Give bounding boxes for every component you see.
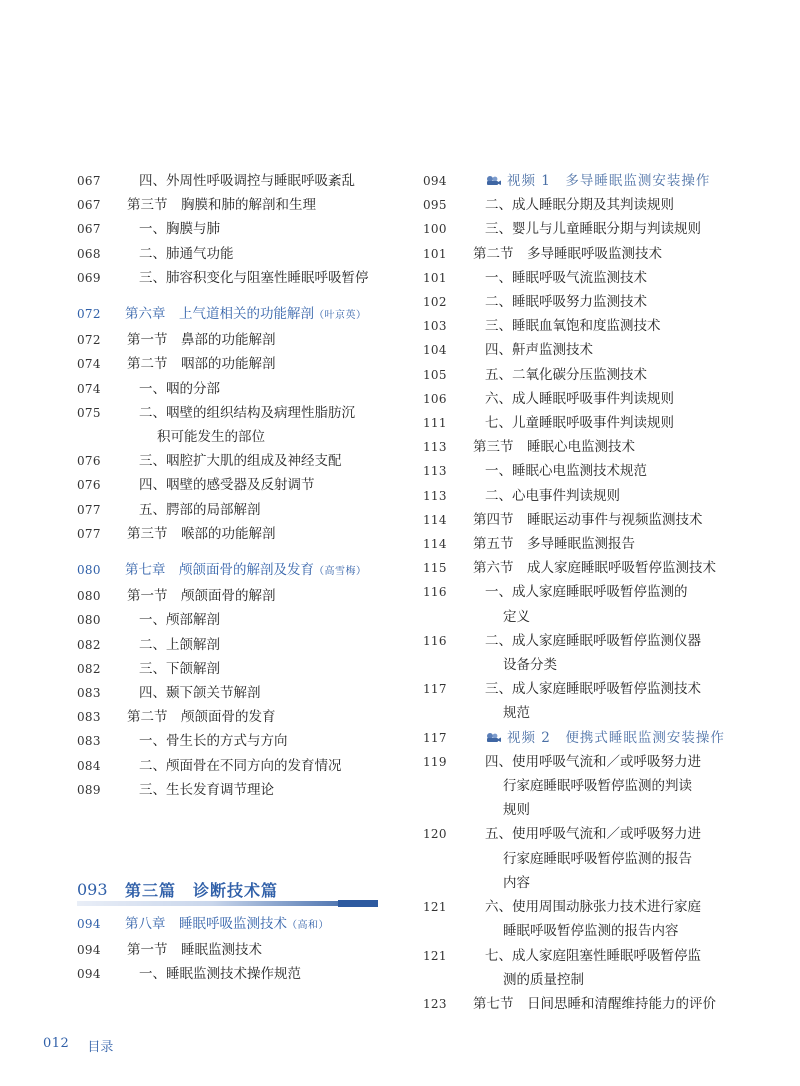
toc-entry-title [471,895,753,943]
toc-entry-line: 第七章 颅颌面骨的解剖及发育（高雪梅） [125,562,367,579]
toc-entry[interactable] [423,435,753,459]
toc-entry[interactable] [77,584,395,608]
toc-entry-line: 三、下颌解剖 [139,660,220,677]
toc-entry[interactable] [423,629,753,677]
toc-entry[interactable] [77,328,395,352]
toc-chapter-entry[interactable] [77,912,395,938]
toc-entry-title [125,522,395,546]
toc-entry-line: 二、成人睡眠分期及其判读规则 [485,197,674,214]
toc-entry[interactable] [423,822,753,895]
toc-entry[interactable] [77,193,395,217]
toc-entry-title [471,992,753,1016]
toc-entry-line: 第六节 成人家庭睡眠呼吸暂停监测技术 [473,560,716,577]
toc-page-number: 077 [77,526,101,541]
toc-entry[interactable] [77,401,395,449]
toc-entry-line: 一、颅部解剖 [139,612,220,629]
toc-entry-title [471,459,753,483]
toc-entry-title [471,290,753,314]
toc-entry-line: 睡眠呼吸暂停监测的报告内容 [503,923,679,940]
toc-page-number: 077 [77,502,101,517]
toc-list-right [423,169,753,1016]
toc-entry-line: 三、成人家庭睡眠呼吸暂停监测技术 [485,681,701,698]
toc-page-number: 113 [423,488,447,503]
toc-entry-line: 五、二氧化碳分压监测技术 [485,366,647,383]
toc-entry-line: 第三节 喉部的功能解剖 [127,525,276,542]
toc-entry[interactable] [77,729,395,753]
toc-entry[interactable] [423,338,753,362]
toc-page-number: 083 [77,686,101,701]
toc-entry-line: 第一节 颅颌面骨的解剖 [127,588,276,605]
toc-left-column [77,169,395,987]
video-camera-icon [485,732,501,743]
toc-right-column [423,169,753,1016]
toc-entry-line: 三、咽腔扩大肌的组成及神经支配 [139,453,342,470]
toc-entry-title [471,435,753,459]
toc-page-number: 067 [77,174,101,188]
toc-entry-line: 二、心电事件判读规则 [485,487,620,504]
video-camera-icon [485,175,501,186]
toc-entry-line: 第七节 日间思睡和清醒维持能力的评价 [473,995,716,1012]
toc-entry-line: 视频 1 多导睡眠监测安装操作 [485,169,753,193]
toc-entry[interactable] [77,938,395,962]
toc-page-number: 103 [423,319,447,334]
toc-entry-title [471,411,753,435]
toc-page-number: 094 [77,917,101,932]
toc-page-number: 121 [423,900,447,915]
toc-entry-line: 一、成人家庭睡眠呼吸暂停监测的 [485,584,688,601]
toc-entry[interactable] [77,705,395,729]
toc-page-number: 084 [77,758,101,773]
toc-entry[interactable] [77,169,395,193]
toc-page-number: 116 [423,633,447,648]
toc-entry-line: 四、鼾声监测技术 [485,342,593,359]
toc-entry[interactable] [423,290,753,314]
toc-entry-line: 四、颞下颌关节解剖 [139,685,261,702]
toc-entry-line: 一、睡眠监测技术操作规范 [139,966,301,983]
toc-entry[interactable] [423,992,753,1016]
toc-entry-title [471,484,753,508]
toc-page-number: 075 [77,405,101,420]
chapter-author: （叶京英） [314,310,367,322]
toc-entry-line: 五、使用呼吸气流和／或呼吸努力进 [485,826,701,843]
toc-video-entry[interactable] [423,726,753,750]
toc-entry-title [125,401,395,449]
toc-entry[interactable] [77,962,395,986]
toc-entry-title [125,681,395,705]
toc-entry[interactable] [423,266,753,290]
toc-entry-line: 六、成人睡眠呼吸事件判读规则 [485,390,674,407]
toc-entry-title [471,314,753,338]
toc-page-number: 094 [423,174,447,188]
toc-list-left [77,169,395,802]
toc-entry-title [125,193,395,217]
toc-entry-line: 三、睡眠血氧饱和度监测技术 [485,318,661,335]
toc-entry[interactable] [423,677,753,725]
toc-entry-line: 第二节 咽部的功能解剖 [127,356,276,373]
toc-page-number: 094 [77,943,101,958]
toc-entry-title [471,750,753,823]
toc-page-number: 115 [423,561,447,576]
toc-entry-line: 一、胸膜与肺 [139,221,220,238]
toc-page-number: 104 [423,343,447,358]
toc-entry[interactable] [77,473,395,497]
toc-entry[interactable] [77,778,395,802]
toc-entry[interactable] [423,314,753,338]
toc-entry-line: 五、腭部的局部解剖 [139,501,261,518]
toc-entry[interactable] [423,242,753,266]
toc-entry-title [125,242,395,266]
toc-entry-title [471,556,753,580]
toc-entry-line: 第六章 上气道相关的功能解剖（叶京英） [125,306,367,323]
toc-entry-title [125,377,395,401]
toc-entry[interactable] [423,944,753,992]
toc-entry-title [471,338,753,362]
toc-entry-title [471,363,753,387]
toc-entry-line: 第五节 多导睡眠监测报告 [473,536,635,553]
toc-entry[interactable] [423,556,753,580]
toc-entry[interactable] [423,532,753,556]
toc-entry-line: 设备分类 [503,657,557,674]
toc-entry-line: 七、儿童睡眠呼吸事件判读规则 [485,415,674,432]
toc-entry-title [471,508,753,532]
toc-entry[interactable] [77,681,395,705]
toc-page-number: 080 [77,589,101,604]
toc-entry-line: 规则 [503,802,530,819]
toc-entry-line: 四、咽壁的感受器及反射调节 [139,477,315,494]
toc-entry-title [471,242,753,266]
toc-page-number: 117 [423,730,447,745]
toc-entry-title [471,822,753,895]
toc-entry-title [471,677,753,725]
toc-chapter-entry[interactable] [77,558,395,584]
toc-entry-title [125,729,395,753]
toc-entry-title [471,193,753,217]
toc-entry-title [125,657,395,681]
toc-entry-line: 第一节 睡眠监测技术 [127,942,262,959]
toc-entry[interactable] [77,242,395,266]
toc-entry-line: 视频 2 便携式睡眠监测安装操作 [485,726,753,750]
toc-page-number: 123 [423,996,447,1011]
toc-entry-line: 定义 [503,608,530,625]
toc-entry[interactable] [423,750,753,823]
toc-entry-title [471,726,753,750]
toc-entry-title [125,558,395,584]
toc-entry-line: 第三节 胸膜和肺的解剖和生理 [127,197,316,214]
toc-page-number: 101 [423,246,447,261]
toc-entry-line: 第八章 睡眠呼吸监测技术（高和） [125,916,329,933]
toc-page-number: 113 [423,464,447,479]
toc-entry-title [125,169,395,193]
toc-entry-line: 内容 [503,874,530,891]
toc-entry-line: 第三节 睡眠心电监测技术 [473,439,635,456]
toc-entry[interactable] [423,580,753,628]
toc-page-number: 111 [423,416,447,431]
toc-entry-title [471,169,753,193]
toc-page-number: 074 [77,381,101,396]
toc-page-number: 116 [423,585,447,600]
toc-entry-line: 规范 [503,705,530,722]
toc-page-number: 076 [77,454,101,469]
toc-entry-line: 第二节 颅颌面骨的发育 [127,709,276,726]
toc-entry[interactable] [423,217,753,241]
toc-page-number: 120 [423,827,447,842]
toc-entry-title [125,352,395,376]
toc-entry-line: 二、成人家庭睡眠呼吸暂停监测仪器 [485,632,701,649]
toc-entry[interactable] [423,508,753,532]
toc-chapter-entry[interactable] [77,302,395,328]
page-footer [43,1036,113,1055]
toc-page-number: 117 [423,682,447,697]
toc-page-number: 067 [77,198,101,213]
toc-entry-title [125,217,395,241]
toc-entry-line: 第四节 睡眠运动事件与视频监测技术 [473,511,703,528]
toc-entry-line: 七、成人家庭阻塞性睡眠呼吸暂停监 [485,947,701,964]
toc-entry[interactable] [77,498,395,522]
toc-entry-title [125,266,395,290]
toc-entry[interactable] [423,193,753,217]
toc-entry[interactable] [77,377,395,401]
footer-page-number: 012 [43,1036,70,1051]
toc-page-number: 119 [423,754,447,769]
toc-entry-title [125,302,395,328]
toc-entry-title [125,754,395,778]
toc-page-number: 083 [77,710,101,725]
toc-page-number: 114 [423,512,447,527]
toc-list-left-continued [77,912,395,987]
toc-entry-title [125,633,395,657]
toc-entry[interactable] [423,387,753,411]
footer-section-label: 目录 [87,1040,114,1055]
toc-entry-line: 一、骨生长的方式与方向 [139,733,288,750]
toc-entry-line: 行家庭睡眠呼吸暂停监测的判读 [503,778,692,795]
toc-page-number: 113 [423,440,447,455]
toc-page-number: 082 [77,637,101,652]
toc-video-entry[interactable] [423,169,753,193]
toc-entry-line: 四、外周性呼吸调控与睡眠呼吸紊乱 [139,173,355,189]
toc-page-number: 068 [77,246,101,261]
toc-page-number: 106 [423,391,447,406]
toc-entry-line: 一、咽的分部 [139,380,220,397]
toc-entry-line: 四、使用呼吸气流和／或呼吸努力进 [485,753,701,770]
toc-entry-title [471,580,753,628]
toc-entry-title [125,498,395,522]
toc-page-number: 094 [77,967,101,982]
toc-entry-title [125,608,395,632]
toc-entry-line: 行家庭睡眠呼吸暂停监测的报告 [503,850,692,867]
toc-entry-title [471,532,753,556]
toc-entry-line: 二、睡眠呼吸努力监测技术 [485,294,647,311]
toc-entry[interactable] [77,449,395,473]
toc-entry-line: 二、颅面骨在不同方向的发育情况 [139,757,342,774]
toc-entry-line: 一、睡眠呼吸气流监测技术 [485,269,647,286]
part-page-number: 093 [77,879,108,899]
toc-entry-title [471,266,753,290]
toc-entry-line: 二、上颌解剖 [139,636,220,653]
toc-entry-title [125,938,395,962]
toc-entry[interactable] [77,608,395,632]
toc-entry-title [471,387,753,411]
toc-entry-line: 三、婴儿与儿童睡眠分期与判读规则 [485,221,701,238]
toc-page-number: 101 [423,270,447,285]
toc-page-number: 083 [77,734,101,749]
toc-entry[interactable] [77,657,395,681]
toc-entry-title [125,584,395,608]
toc-entry-title [125,962,395,986]
toc-entry[interactable] [423,363,753,387]
toc-entry-line: 二、肺通气功能 [139,245,234,262]
toc-entry-line: 六、使用周围动脉张力技术进行家庭 [485,899,701,916]
toc-page-number: 105 [423,367,447,382]
toc-entry[interactable] [77,633,395,657]
toc-page-number: 067 [77,222,101,237]
toc-page-number: 074 [77,357,101,372]
toc-entry-line: 一、睡眠心电监测技术规范 [485,463,647,480]
toc-entry-line: 三、生长发育调节理论 [139,781,274,798]
part-heading[interactable] [77,874,395,904]
toc-entry[interactable] [77,754,395,778]
toc-entry-title [125,778,395,802]
toc-entry-line: 二、咽壁的组织结构及病理性脂肪沉 [139,404,355,421]
toc-entry-title [125,912,395,938]
part-divider-bar [77,901,377,906]
toc-entry[interactable] [77,266,395,290]
toc-page-number: 089 [77,782,101,797]
toc-entry-line: 第二节 多导睡眠呼吸监测技术 [473,245,662,262]
toc-entry-title [125,473,395,497]
toc-entry-line: 测的质量控制 [503,971,584,988]
chapter-author: （高和） [287,920,329,932]
toc-entry-line: 三、肺容积变化与阻塞性睡眠呼吸暂停 [139,269,369,286]
toc-page-number: 095 [423,198,447,213]
toc-page-number: 082 [77,661,101,676]
toc-entry-title [125,449,395,473]
toc-page-number: 080 [77,613,101,628]
toc-page-number: 114 [423,537,447,552]
toc-entry[interactable] [77,217,395,241]
toc-entry-line: 积可能发生的部位 [157,429,265,446]
toc-entry-title [471,629,753,677]
chapter-author: （高雪梅） [314,566,367,578]
toc-entry[interactable] [423,411,753,435]
toc-page-number: 100 [423,222,447,237]
toc-page-number: 076 [77,478,101,493]
toc-entry[interactable] [423,484,753,508]
toc-entry[interactable] [423,895,753,943]
toc-page-number: 072 [77,333,101,348]
toc-entry-title [125,328,395,352]
toc-entry[interactable] [77,352,395,376]
toc-page-number: 102 [423,295,447,310]
toc-page-number: 069 [77,270,101,285]
toc-entry-line: 第一节 鼻部的功能解剖 [127,332,276,349]
toc-entry-title [471,217,753,241]
toc-page-number: 080 [77,563,101,578]
part-title: 第三篇 诊断技术篇 [125,880,279,900]
toc-entry-title [125,705,395,729]
toc-entry[interactable] [77,522,395,546]
toc-page-number: 072 [77,307,101,322]
toc-entry[interactable] [423,459,753,483]
toc-entry-title [471,944,753,992]
toc-page-number: 121 [423,948,447,963]
